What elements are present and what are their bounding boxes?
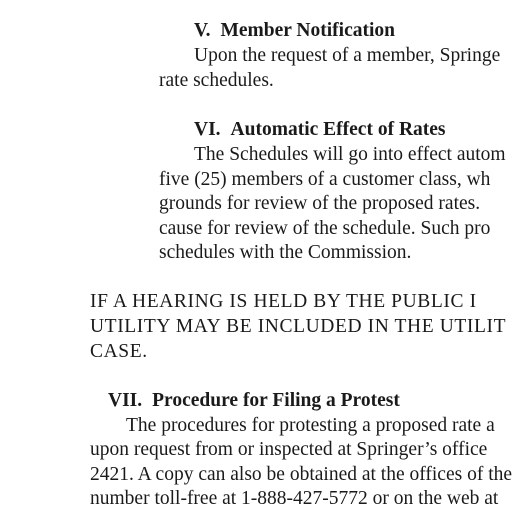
section-vi-number: VI. [194,119,221,140]
notice-line-2: UTILITY MAY BE INCLUDED IN THE UTILIT [90,316,507,337]
section-vi-line-5: schedules with the Commission. [159,242,412,263]
section-vi-line-3: grounds for review of the proposed rates. [159,193,481,214]
section-vi-line-1: The Schedules will go into effect autom [194,144,506,165]
notice-line-1: IF A HEARING IS HELD BY THE PUBLIC I [90,291,477,312]
section-vii-title: Procedure for Filing a Protest [152,390,400,411]
section-vii-line-4: number toll-free at 1-888-427-5772 or on the web at [90,488,499,509]
section-vi-line-2: five (25) members of a customer class, wh [159,169,491,190]
notice-line-3: CASE. [90,341,148,362]
section-v-heading [194,19,395,44]
section-vii-heading [108,389,400,414]
section-v-number: V. [194,20,211,41]
section-vii-line-1: The procedures for protesting a proposed rate a [126,415,495,436]
section-v-line-2: rate schedules. [159,70,274,91]
section-vii-line-3: 2421. A copy can also be obtained at the offices of the [90,464,512,485]
section-vi-heading [194,118,446,143]
section-v-title: Member Notification [220,20,396,41]
section-vii-number: VII. [108,390,143,411]
section-vi-title: Automatic Effect of Rates [230,119,446,140]
section-v-line-1: Upon the request of a member, Springe [194,45,501,66]
section-vii-line-2: upon request from or inspected at Springer’s office [90,439,488,460]
section-vi-line-4: cause for review of the schedule. Such pro [159,218,491,239]
